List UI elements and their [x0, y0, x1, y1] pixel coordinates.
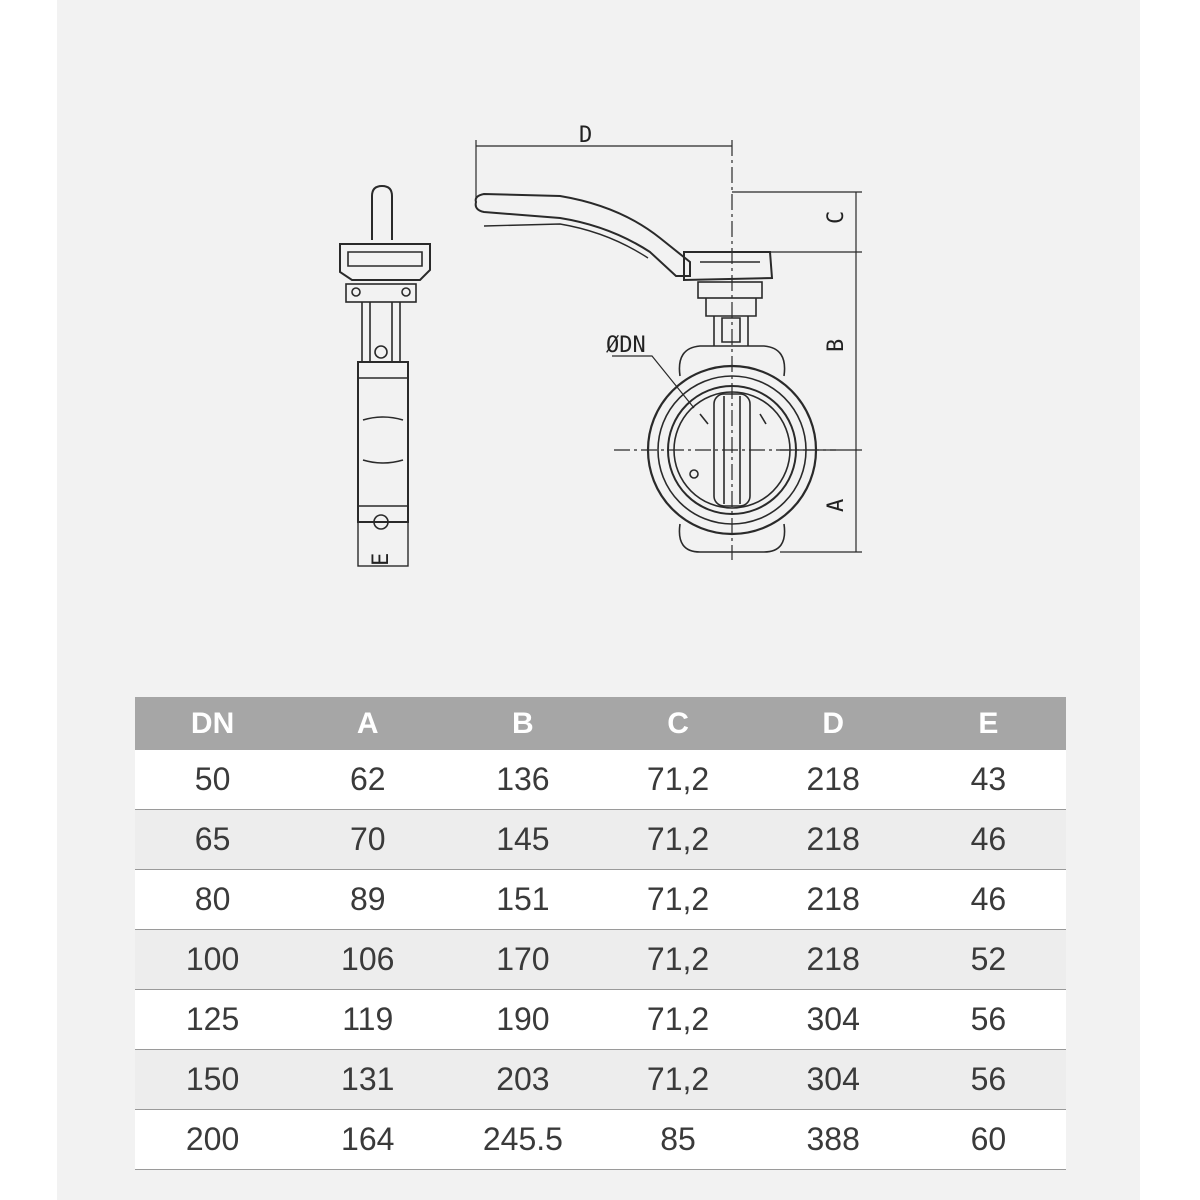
column-header-c: C — [600, 697, 755, 750]
table-row — [135, 810, 1066, 870]
column-header-e: E — [911, 697, 1066, 750]
table-cell: 170 — [445, 930, 600, 990]
table-cell: 46 — [911, 810, 1066, 870]
table-cell: 304 — [756, 990, 911, 1050]
column-header-b: B — [445, 697, 600, 750]
table-cell: 46 — [911, 870, 1066, 930]
table-cell: 56 — [911, 990, 1066, 1050]
table-cell: 60 — [911, 1110, 1066, 1170]
column-header-a: A — [290, 697, 445, 750]
dim-label-c: C — [824, 210, 849, 224]
table-cell: 85 — [600, 1110, 755, 1170]
table-row — [135, 1050, 1066, 1110]
table-cell: 89 — [290, 870, 445, 930]
dimensions-table — [135, 697, 1066, 1170]
table-row — [135, 930, 1066, 990]
table-cell: 125 — [135, 990, 290, 1050]
table-cell: 106 — [290, 930, 445, 990]
table-cell: 71,2 — [600, 990, 755, 1050]
table-cell: 151 — [445, 870, 600, 930]
table-cell: 100 — [135, 930, 290, 990]
table-cell: 80 — [135, 870, 290, 930]
table-cell: 70 — [290, 810, 445, 870]
dim-label-e: E — [369, 552, 394, 566]
table-cell: 71,2 — [600, 870, 755, 930]
valve-front-view — [476, 194, 816, 552]
table-row — [135, 870, 1066, 930]
dim-label-d: D — [579, 123, 593, 148]
table-cell: 71,2 — [600, 930, 755, 990]
column-header-d: D — [756, 697, 911, 750]
table-cell: 50 — [135, 750, 290, 810]
dimension-lines — [476, 140, 862, 560]
table-cell: 218 — [756, 930, 911, 990]
table-cell: 203 — [445, 1050, 600, 1110]
table-cell: 71,2 — [600, 1050, 755, 1110]
table-cell: 71,2 — [600, 810, 755, 870]
table-row — [135, 990, 1066, 1050]
valve-side-view — [340, 186, 430, 566]
table-cell: 304 — [756, 1050, 911, 1110]
table-cell: 150 — [135, 1050, 290, 1110]
table-cell: 62 — [290, 750, 445, 810]
table-cell: 136 — [445, 750, 600, 810]
table-cell: 218 — [756, 870, 911, 930]
table-cell: 56 — [911, 1050, 1066, 1110]
dim-label-b: B — [824, 338, 849, 352]
table-cell: 388 — [756, 1110, 911, 1170]
table-cell: 52 — [911, 930, 1066, 990]
table-cell: 190 — [445, 990, 600, 1050]
table-cell: 164 — [290, 1110, 445, 1170]
table-cell: 43 — [911, 750, 1066, 810]
table-header-row — [135, 697, 1066, 750]
table-cell: 145 — [445, 810, 600, 870]
dim-label-odn: ØDN — [606, 333, 646, 358]
table-row — [135, 750, 1066, 810]
table-cell: 218 — [756, 810, 911, 870]
table-cell: 65 — [135, 810, 290, 870]
table-cell: 245.5 — [445, 1110, 600, 1170]
table-cell: 71,2 — [600, 750, 755, 810]
table-cell: 131 — [290, 1050, 445, 1110]
column-header-dn: DN — [135, 697, 290, 750]
table-cell: 218 — [756, 750, 911, 810]
table-cell: 119 — [290, 990, 445, 1050]
table-cell: 200 — [135, 1110, 290, 1170]
dim-label-a: A — [824, 498, 849, 512]
table-row — [135, 1110, 1066, 1170]
